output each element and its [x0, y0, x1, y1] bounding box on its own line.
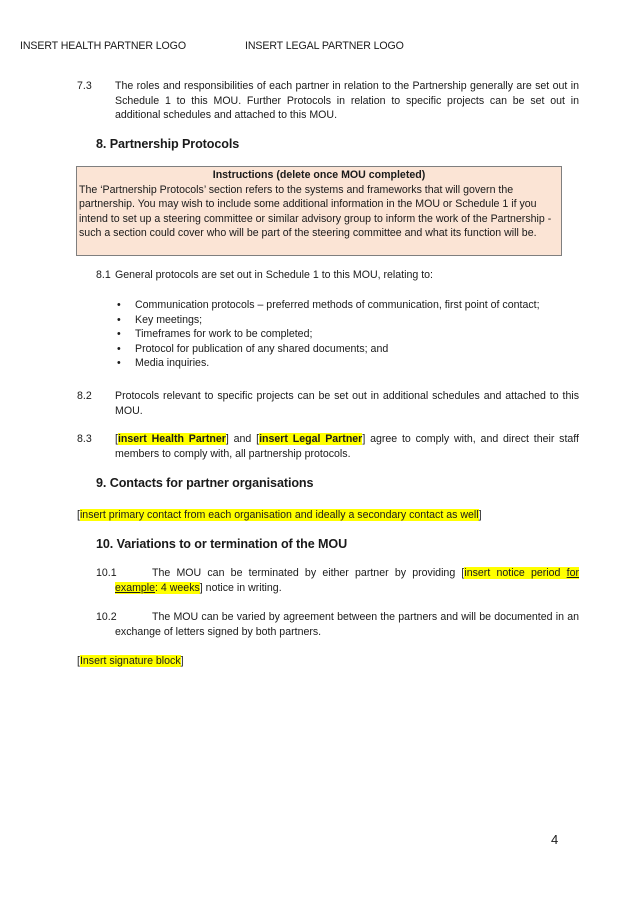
contacts-placeholder-line: [insert primary contact from each organisation and ideally a secondary contact as well] — [77, 509, 482, 521]
list-item: • Timeframes for work to be completed; — [117, 328, 313, 341]
bullet-icon: • — [117, 313, 121, 326]
bullet-icon: • — [117, 342, 121, 355]
contacts-placeholder[interactable]: insert primary contact from each organisation and ideally a secondary contact as well — [79, 509, 479, 521]
instructions-title: Instructions (delete once MOU completed) — [212, 169, 426, 181]
clause-number: 10.2 — [96, 611, 117, 623]
clause-10-1: 10.1 The MOU can be terminated by either partner by providing [insert notice period for example: 4 weeks] notice in writing. — [96, 567, 580, 594]
clause-number: 8.3 — [77, 433, 92, 445]
legal-partner-placeholder[interactable]: insert Legal Partner — [259, 433, 363, 445]
bullet-icon: • — [117, 328, 121, 341]
clause-10-2: 10.2 The MOU can be varied by agreement between the partners and will be documented in an exchange of letters signed by both partners. — [96, 611, 579, 638]
instructions-body: The ‘Partnership Protocols’ section refers to the systems and frameworks that will govern the partnership. You may wish to include some additional information in the MOU or Schedule 1 if you intend to set up a steering committee or similar advisory group to inform the work of the Partnership - such a section could cover who will be part of the steering committee and what its function will be. — [79, 183, 552, 240]
section-9-heading: 9. Contacts for partner organisations — [96, 476, 314, 490]
clause-number: 8.2 — [77, 390, 92, 402]
signature-block-placeholder[interactable]: Insert signature block — [79, 655, 181, 667]
list-item: • Media inquiries. — [117, 357, 210, 370]
clause-7-3 — [77, 79, 579, 123]
notice-period-placeholder[interactable]: insert notice period for example: 4 weeks — [115, 567, 580, 594]
signature-block-line: [Insert signature block] — [77, 655, 184, 667]
clause-8-1 — [96, 268, 560, 283]
legal-partner-logo-placeholder: INSERT LEGAL PARTNER LOGO — [245, 40, 404, 52]
clause-8-3: 8.3 [insert Health Partner] and [insert Legal Partner] agree to comply with, and direct their staff members to comply with, all partnership protocols. — [77, 433, 579, 460]
list-item: • Communication protocols – preferred methods of communication, first point of contact; — [117, 299, 540, 311]
clause-text: The roles and responsibilities of each partner in relation to the Partnership generally are set out in Schedule 1 to this MOU. Further Protocols in relation to specific projects can be set out in additional schedules and attached to this MOU. — [115, 80, 579, 122]
bullet-icon: • — [117, 299, 121, 311]
clause-text: General protocols are set out in Schedule 1 to this MOU, relating to: — [115, 269, 433, 281]
protocol-bullet-list — [117, 298, 540, 371]
clause-number: 7.3 — [77, 80, 92, 92]
clause-number: 10.1 — [96, 567, 117, 579]
section-8-heading: 8. Partnership Protocols — [96, 137, 240, 151]
section-10-heading: 10. Variations to or termination of the MOU — [96, 537, 348, 551]
instructions-box — [76, 166, 562, 256]
page-number: 4 — [551, 832, 559, 847]
list-item: • Protocol for publication of any shared documents; and — [117, 342, 389, 355]
bullet-icon: • — [117, 357, 121, 370]
clause-text: Protocols relevant to specific projects can be set out in additional schedules and attached to this MOU. — [115, 390, 579, 417]
clause-8-2 — [77, 389, 579, 418]
health-partner-logo-placeholder: INSERT HEALTH PARTNER LOGO — [20, 40, 186, 52]
health-partner-placeholder[interactable]: insert Health Partner — [117, 433, 226, 445]
list-item: • Key meetings; — [117, 313, 203, 326]
clause-number: 8.1 — [96, 269, 111, 281]
